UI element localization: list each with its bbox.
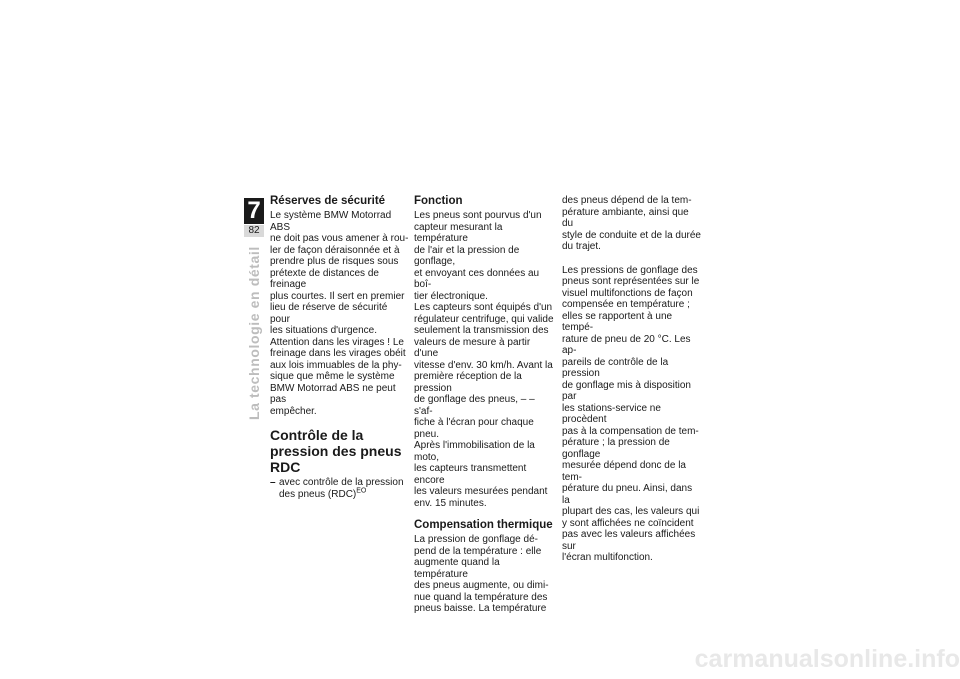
section-title-rdc: Contrôle de la pression des pneus RDC <box>270 427 402 475</box>
chapter-side-title: La technologie en détail <box>246 246 262 420</box>
function-text: Les pneus sont pourvus d'un capteur mesurant la température de l'air et la pression de gonflage, et envoyant ces données au boî- tier électronique. Les capteurs sont équipés d'un régulateur centrifuge, qui valide seulement la transmission des valeurs de mesure à partir d'une vitesse d'env. 30 km/h. Avant la première réception de la pression de gonflage des pneus, – – s'af- fiche à l'écran pour chaque pneu. Après l'immobilisation de la moto, les capteurs transmettent encore les valeurs mesurées pendant env. 15 minutes. <box>414 210 554 509</box>
chapter-number: 7 <box>244 198 264 224</box>
heading-safety-reserves: Réserves de sécurité <box>270 195 386 207</box>
column-2 <box>414 195 554 615</box>
equipment-code: EO <box>356 487 367 495</box>
list-item <box>270 477 410 500</box>
chapter-tab <box>244 198 264 238</box>
safety-reserves-text: Le système BMW Motorrad ABS ne doit pas vous amener à rou- ler de façon déraisonnée et à prendre plus de risques sous prétexte de distances de freinage plus courtes. Il sert en premier lieu de réserve de sécurité pour les situations d'urgence. Attention dans les virages ! Le freinage dans les virages obéit aux lois immuables de la phy- sique que même le système BMW Motorrad ABS ne peut pas empêcher. <box>270 210 409 417</box>
heading-function: Fonction <box>414 195 463 207</box>
page-number: 82 <box>244 225 264 237</box>
column-1 <box>270 195 410 500</box>
list-item-text: avec contrôle de la pression des pneus (RDC) <box>279 477 404 500</box>
thermal-continued-text: des pneus dépend de la tem- pérature ambiante, ainsi que du style de conduite et de la durée du trajet. <box>562 195 701 252</box>
dash-bullet-icon: – <box>270 477 276 488</box>
thermal-compensation-text: La pression de gonflage dé- pend de la température : elle augmente quand la température des pneus augmente, ou dimi- nue quand la température des pneus baisse. La température <box>414 534 549 614</box>
heading-thermal-compensation: Compensation thermique <box>414 519 553 531</box>
equipment-list <box>270 477 410 500</box>
watermark: carmanualsonline.info <box>694 645 960 673</box>
column-3 <box>562 195 702 564</box>
pressure-display-text: Les pressions de gonflage des pneus sont représentées sur le visuel multifonctions de façon compensée en température ; elles se rapportent à une tempé- rature de pneu de 20 °C. Les ap- pareils de contrôle de la pression de gonflage mis à disposition par les stations-service ne procèdent pas à la compensation de tem- pérature ; la pression de gonflage mesurée dépend donc de la tem- pérature du pneu. Ainsi, dans la plupart des cas, les valeurs qui y sont affichées ne coïncident pas avec les valeurs affichées sur l'écran multifonction. <box>562 264 700 563</box>
